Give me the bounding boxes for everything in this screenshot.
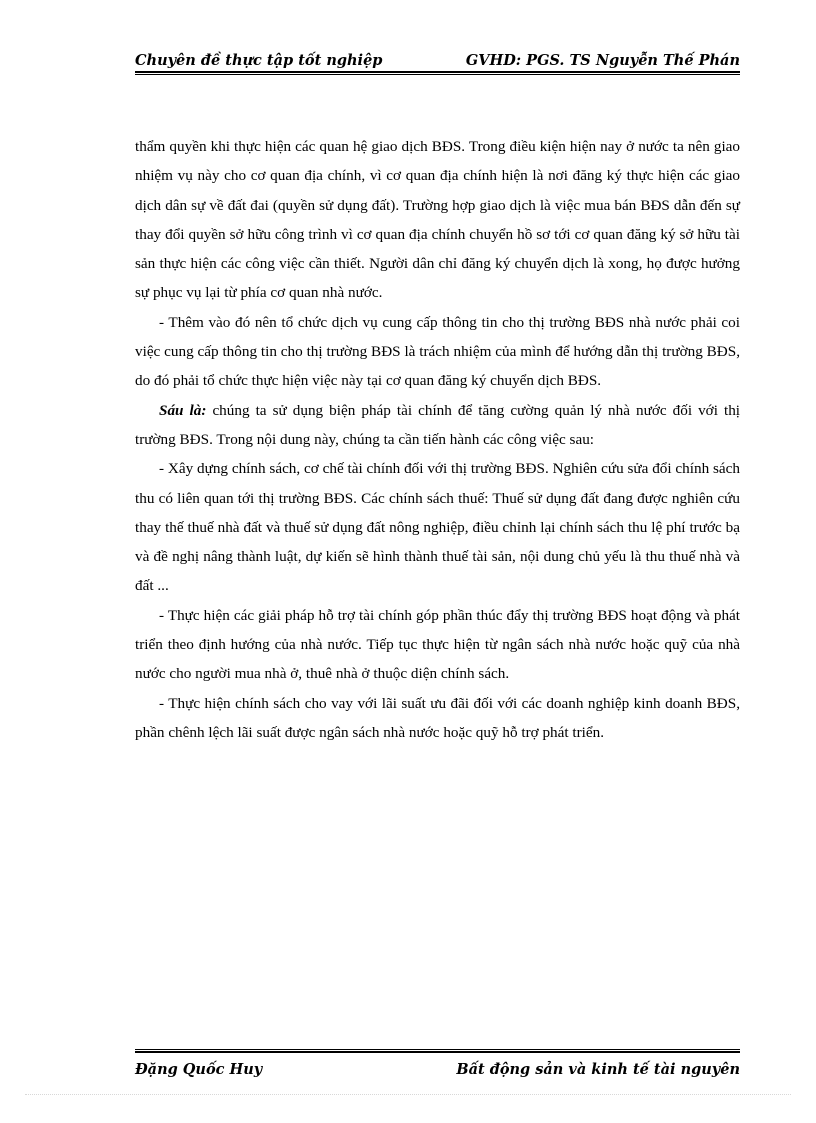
paragraph-6: - Thực hiện chính sách cho vay với lãi suất ưu đãi đối với các doanh nghiệp kinh doanh BĐS, phần chênh lệch lãi suất được ngân sách nhà nước hoặc quỹ hỗ trợ phát triển. (135, 694, 740, 741)
header-rule-thin (135, 74, 740, 75)
footer-subject: Bất động sản và kinh tế tài nguyên (456, 1061, 740, 1078)
paragraph-4: - Xây dựng chính sách, cơ chế tài chính đối với thị trường BĐS. Nghiên cứu sửa đổi chính sách thu có liên quan tới thị trường BĐS. Các chính sách thuế: Thuế sử dụng đất đang được nghiên cứu thay thế thuế nhà đất và thuế sử dụng đất nông nghiệp, điều chỉnh lại chính sách thu lệ phí trước bạ và đề nghị nâng thành luật, dự kiến sẽ hình thành thuế tài sản, nội dung chủ yếu là thu thuế nhà và đất ... (135, 460, 740, 595)
paragraph-5: - Thực hiện các giải pháp hỗ trợ tài chính góp phần thúc đẩy thị trường BĐS hoạt động và phát triển theo định hướng của nhà nước. Tiếp tục thực hiện từ ngân sách nhà nước hoặc quỹ của nhà nước cho người mua nhà ở, thuê nhà ở thuộc diện chính sách. (135, 606, 740, 683)
body-text (135, 132, 740, 747)
paragraph-3-text: chúng ta sử dụng biện pháp tài chính để tăng cường quản lý nhà nước đối với thị trường BĐS. Trong nội dung này, chúng ta cần tiến hành các công việc sau: (135, 401, 741, 448)
paragraph-2: - Thêm vào đó nên tổ chức dịch vụ cung cấp thông tin cho thị trường BĐS nhà nước phải coi việc cung cấp thông tin cho thị trường BĐS là trách nhiệm của mình để hướng dẫn thị trường BĐS, do đó phải tổ chức thực hiện việc này tại cơ quan đăng ký chuyển dịch BĐS. (135, 313, 740, 390)
header-rule (135, 71, 740, 73)
footer-author: Đặng Quốc Huy (135, 1061, 263, 1078)
page-boundary-dotted-line (25, 1094, 791, 1095)
header-supervisor: GVHD: PGS. TS Nguyễn Thế Phán (465, 52, 740, 69)
paragraph-3 (135, 396, 740, 455)
page-footer (135, 1054, 740, 1078)
header-title: Chuyên đề thực tập tốt nghiệp (135, 52, 383, 69)
paragraph-1: thẩm quyền khi thực hiện các quan hệ giao dịch BĐS. Trong điều kiện hiện nay ở nước ta nên giao nhiệm vụ này cho cơ quan địa chính, vì cơ quan địa chính hiện là nơi đăng ký thực hiện các giao dịch dân sự về đất đai (quyền sử dụng đất). Trường hợp giao dịch là việc mua bán BĐS dẫn đến sự thay đổi quyền sở hữu công trình vì cơ quan địa chính chuyển hồ sơ tới cơ quan đăng ký sở hữu tài sản thực hiện các công việc cần thiết. Người dân chỉ đăng ký chuyển dịch là xong, họ được hưởng sự phục vụ lại từ phía cơ quan nhà nước. (135, 138, 740, 302)
footer-rule-thin (135, 1049, 740, 1050)
footer-rule (135, 1051, 740, 1053)
paragraph-3-lead: Sáu là: (159, 401, 207, 419)
page-header (135, 47, 740, 69)
